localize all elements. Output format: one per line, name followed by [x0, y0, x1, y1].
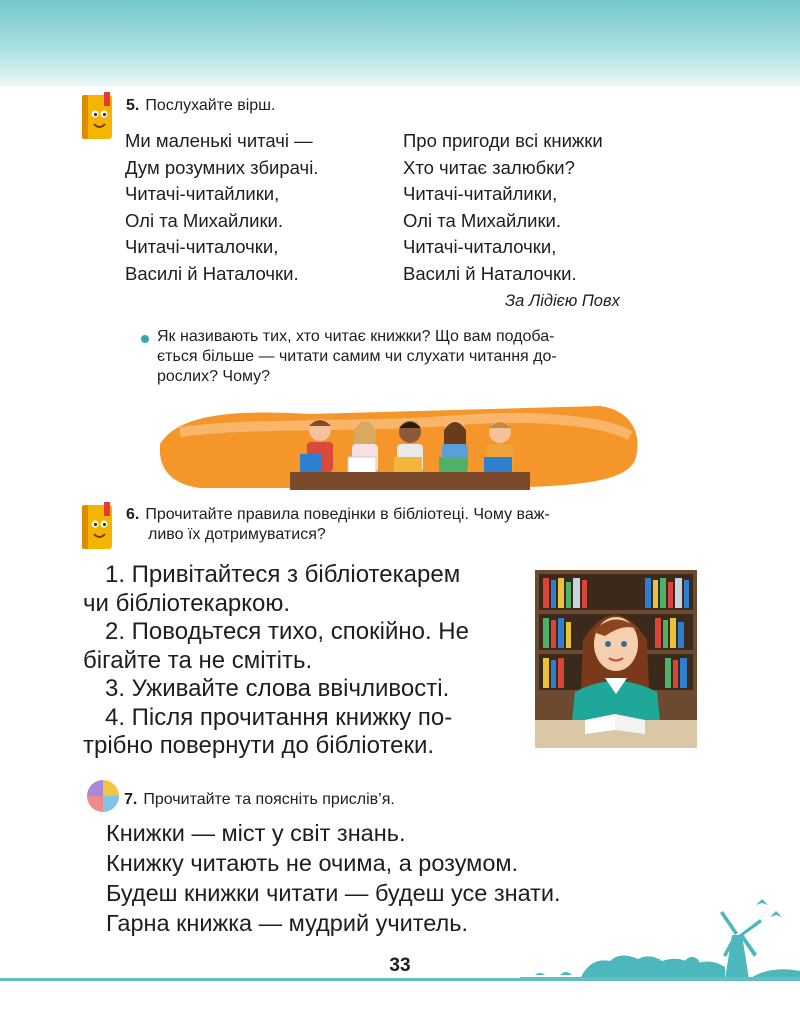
- proverb-line: Будеш книжки читати — будеш усе знати.: [106, 880, 561, 906]
- rule-line: чи бібліотекаркою.: [83, 589, 291, 617]
- children-reading-illustration: [160, 402, 642, 490]
- librarian-illustration: [535, 570, 697, 748]
- poem-line: Хто читає залюбки?: [403, 156, 575, 178]
- poem-line: Василі й Наталочки.: [403, 262, 577, 284]
- rule-line: трібно повернути до бібліотеки.: [83, 732, 435, 759]
- poem-line: Читачі-читалочки,: [403, 236, 557, 257]
- question-line: рослих? Чому?: [157, 368, 271, 385]
- task7-header: [124, 790, 395, 810]
- poem-line: Олі та Михайлики.: [403, 209, 562, 231]
- poem-line: Читачі-читалочки,: [125, 236, 279, 257]
- rule-line: 1. Привітайтеся з бібліотекарем: [105, 561, 461, 588]
- poem-line: Олі та Михайлики.: [125, 209, 284, 231]
- proverb-line: Гарна книжка — мудрий учитель.: [106, 910, 469, 936]
- rule-line: 3. Уживайте слова ввічливості.: [105, 675, 450, 702]
- proverb-line: Книжку читають не очима, а розумом.: [106, 850, 519, 876]
- poem-right-column: [403, 128, 603, 287]
- question-line: ється більше — читати самим чи слухати читання до-: [157, 348, 557, 365]
- poem-line: Ми маленькі читачі —: [125, 130, 313, 151]
- book-character-icon: [78, 502, 118, 552]
- footer-line: [0, 978, 800, 981]
- rule-line: бігайте та не смітіть.: [83, 646, 313, 674]
- task6-header: [126, 505, 706, 545]
- poem-line: Дум розумних збирачі.: [125, 156, 319, 178]
- task6-number: 6.: [126, 506, 140, 523]
- bullet-icon: [140, 334, 150, 344]
- top-banner: [0, 0, 800, 86]
- rule-line: 4. Після прочитання книжку по-: [105, 703, 453, 731]
- question-line: Як називають тих, хто читає книжки? Що вам подоба-: [157, 328, 555, 345]
- task5-header: [126, 96, 275, 116]
- poem-line: Василі й Наталочки.: [125, 262, 299, 284]
- proverb-icon: [85, 778, 121, 814]
- task7-instruction: Прочитайте та поясніть прислів’я.: [143, 791, 395, 808]
- poem-line: Читачі-читайлики,: [125, 183, 280, 204]
- poem-author: За Лідією Повх: [505, 292, 620, 310]
- task6-instruction-line: Прочитайте правила поведінки в бібліотеці. Чому важ-: [145, 506, 550, 523]
- proverb-line: Книжки — міст у світ знань.: [106, 820, 406, 846]
- task7-number: 7.: [124, 791, 138, 808]
- page-number: 33: [389, 955, 411, 976]
- task5-question: [157, 327, 717, 387]
- poem-line: Читачі-читайлики,: [403, 183, 558, 204]
- library-rules: [83, 561, 523, 761]
- rule-line: 2. Поводьтеся тихо, спокійно. Не: [105, 618, 469, 645]
- proverbs-list: [106, 818, 561, 938]
- task6-instruction-line: ливо їх дотримуватися?: [148, 526, 326, 543]
- book-character-icon: [78, 92, 118, 142]
- poem-left-column: [125, 128, 318, 287]
- poem-line: Про пригоди всі книжки: [403, 130, 603, 151]
- task5-number: 5.: [126, 97, 140, 114]
- task5-instruction: Послухайте вірш.: [145, 97, 276, 114]
